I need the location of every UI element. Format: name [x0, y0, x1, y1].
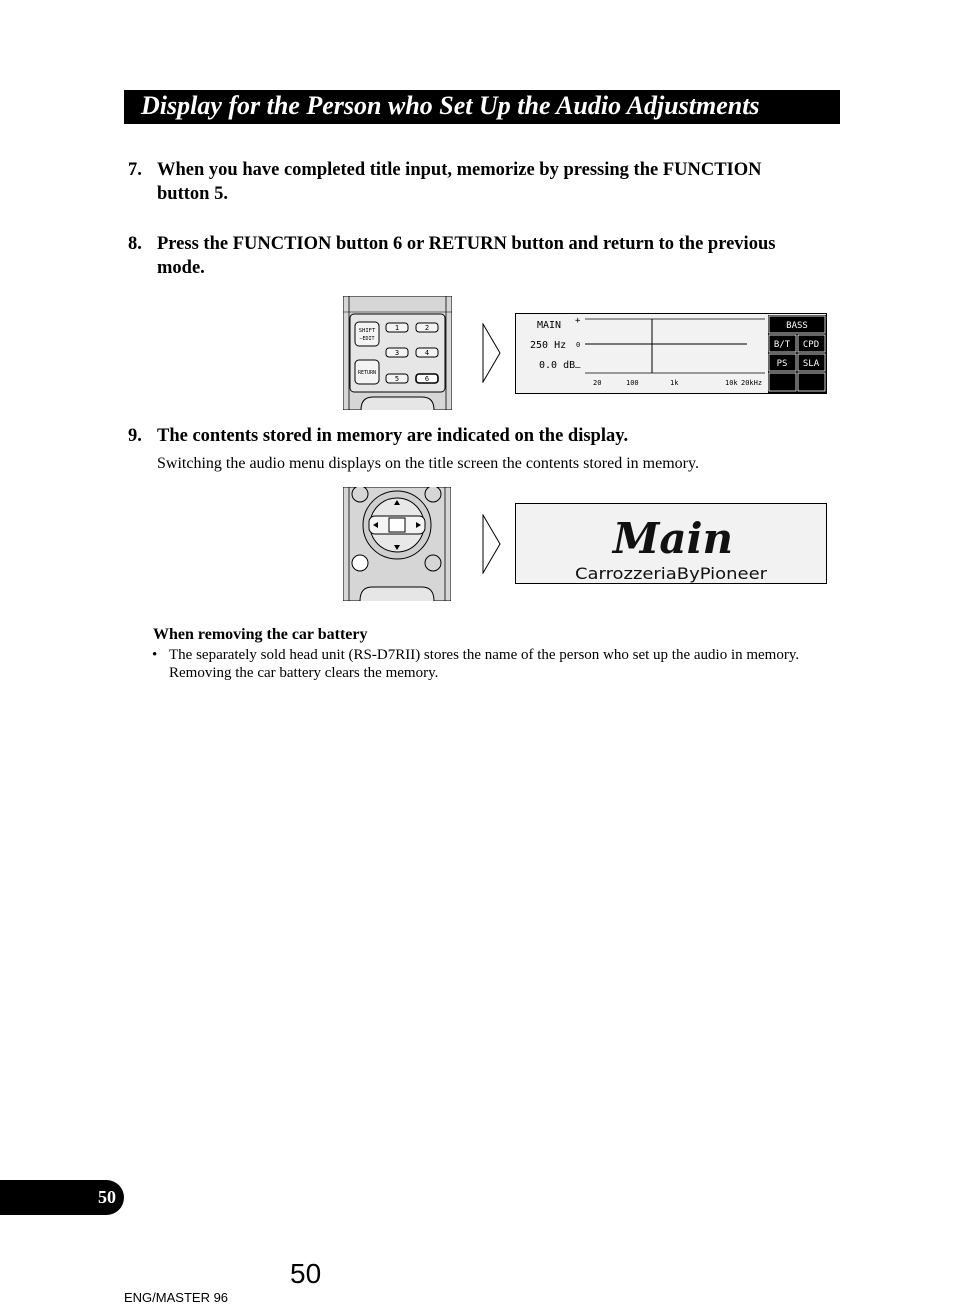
number-key-3[interactable] — [386, 348, 408, 357]
number-key-1[interactable] — [386, 323, 408, 332]
step-number: 9. — [128, 426, 142, 446]
eq-level: 0.0 dB — [539, 360, 576, 371]
section-title: Display for the Person who Set Up the Audio Adjustments — [124, 90, 840, 124]
svg-text:1: 1 — [394, 324, 400, 332]
arrow-right-icon — [482, 323, 502, 383]
step-text: Press the FUNCTION button 6 or RETURN button and return to the previous mode. — [157, 234, 776, 278]
display-subtitle: CarrozzeriaByPioneer — [575, 564, 768, 583]
number-key-5[interactable] — [386, 374, 408, 383]
return-label: RETURN — [357, 370, 377, 376]
menu-sla[interactable] — [798, 354, 825, 371]
freq-tick-1k: 1k — [670, 379, 679, 387]
step-text: When you have completed title input, memorize by pressing the FUNCTION button 5. — [157, 160, 762, 204]
number-key-2[interactable] — [416, 323, 438, 332]
freq-tick-20: 20 — [593, 379, 602, 387]
shift-label: SHIFT — [358, 328, 376, 334]
step-7 — [128, 158, 808, 206]
eq-mode: MAIN — [537, 320, 562, 331]
title-display-screen — [515, 503, 827, 584]
joystick[interactable] — [363, 491, 431, 559]
step-number: 8. — [128, 234, 142, 254]
menu-empty-right — [798, 373, 825, 391]
svg-text:BASS: BASS — [786, 321, 808, 331]
svg-text:2: 2 — [424, 324, 430, 332]
bullet: • — [152, 647, 158, 663]
svg-text:5: 5 — [394, 375, 400, 383]
remote-function-buttons-illustration — [343, 296, 452, 410]
step-text: The contents stored in memory are indicated on the display. — [157, 426, 629, 446]
svg-text:B/T: B/T — [773, 340, 791, 350]
menu-bt[interactable] — [769, 335, 796, 352]
eq-frequency: 250 Hz — [530, 340, 567, 351]
menu-bass[interactable] — [769, 316, 825, 333]
scale-zero: 0 — [576, 341, 581, 349]
step-9-subtext: Switching the audio menu displays on the title screen the contents stored in memory. — [157, 455, 699, 472]
page-tab: 50 — [0, 1180, 124, 1215]
svg-text:PS: PS — [776, 359, 788, 369]
menu-ps[interactable] — [769, 354, 796, 371]
svg-text:SLA: SLA — [802, 359, 820, 369]
edit-label: —EDIT — [359, 336, 375, 342]
scale-minus: – — [575, 363, 581, 373]
svg-text:3: 3 — [394, 349, 400, 357]
freq-tick-10k: 10k — [725, 379, 738, 387]
scale-plus: + — [575, 316, 581, 326]
page-number: 50 — [290, 1258, 322, 1289]
note-heading: When removing the car battery — [153, 626, 368, 643]
step-9 — [128, 424, 808, 448]
arrow-right-icon — [482, 514, 502, 574]
step-number: 7. — [128, 160, 142, 180]
step-8 — [128, 232, 808, 280]
svg-text:6: 6 — [424, 375, 430, 383]
note-item — [152, 646, 802, 682]
number-key-4[interactable] — [416, 348, 438, 357]
return-key[interactable] — [355, 360, 379, 384]
display-title: Main — [612, 514, 734, 563]
number-key-6[interactable] — [416, 374, 438, 383]
eq-display-screen — [515, 313, 827, 394]
freq-tick-20khz: 20kHz — [741, 379, 763, 387]
svg-text:CPD: CPD — [802, 340, 820, 350]
shift-edit-key[interactable] — [355, 322, 379, 346]
freq-tick-100: 100 — [626, 379, 639, 387]
svg-text:4: 4 — [424, 349, 430, 357]
note-text: The separately sold head unit (RS-D7RII) stores the name of the person who set up the audio in memory. Removing the car battery clears the memory. — [169, 647, 800, 681]
remote-joystick-illustration — [343, 487, 451, 601]
menu-cpd[interactable] — [798, 335, 825, 352]
footer-code: ENG/MASTER 96 — [124, 1290, 229, 1305]
menu-empty-left — [769, 373, 796, 391]
